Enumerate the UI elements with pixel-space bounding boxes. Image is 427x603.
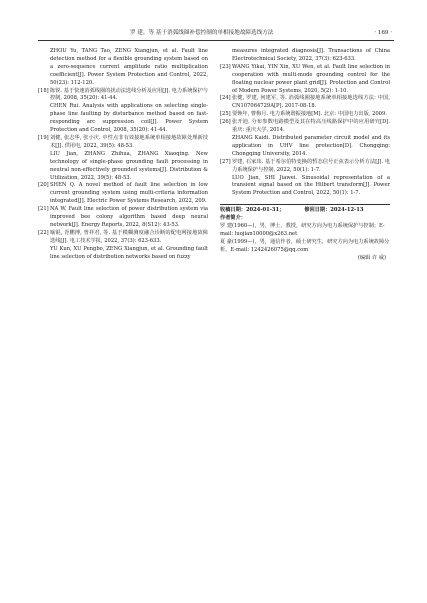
right-column [220,48,390,263]
received-date: 收稿日期：2024-01-31； [220,207,285,214]
reference-number: [23] [220,63,231,70]
reference-number: [24] [220,95,231,102]
author-bio-1: 罗 建(1960—)，男，博士，教授，研究方向为电力系统保护与控制；E-mail: luojian10000@x263.net [220,223,385,237]
reference-entry [38,230,208,262]
reference-text: 要焕年, 曹梅月. 电力系统谐振接地[M]. 北京: 中国电力出版, 2009. [232,111,387,118]
reference-number: [25] [220,111,231,118]
reference-text: measures integrated diagnosis[J]. Transactions of China Electrotechnical Society, 2022, 37(3): 623-633. [232,48,390,62]
reference-text: ZHOU Yu, TANG Tao, ZENG Xiangjun, et al. Fault line detection method for a flexible grounding system based on a zero-sequence current amplitude ratio multiplication coefficient[J]. Power System Protection and Control, 2022, 50(23): 112-120. [50,48,208,86]
reference-text: 刘健, 张志华, 张小庆. 中性点非有效接地系统单相接地故障处理新技术[J]. 供用电, 2022, 39(5): 48-53. [50,134,208,149]
reference-entry [38,48,208,88]
reference-text: 罗建, 石家玮. 基于希尔伯特变换的暂态信号正弦表示分析方法[J]. 电力系统保护与控制, 2022, 50(1): 1-7. [232,158,390,173]
reference-text: 喻锟, 胥鹏博, 曾祥君, 等. 基于模糊测度融合诊断的配电网接地故障选线[J]. 电工技术学报, 2022, 37(3): 623-633. [50,229,208,244]
running-title: 罗 建，等 基于消弧线圈补偿控制的单相接地故障选线方法 [130,30,274,36]
reference-text: WANG Yikai, YIN Xin, XU Wen, et al. Fault line selection in cooperation with multi-mode grounding control for the floating nuclear power plant grid[J]. Protection and Control of Modern Power Systems, 2020, 5(2): 1-10. [232,63,390,94]
reference-number: [21] [38,206,49,213]
reference-number: [20] [38,182,49,189]
reference-text: 陈锐. 基于快速消弧线圈的扰动法选线分析及应用[J]. 电力系统保护与控制, 2008, 35(20): 41-44. [50,87,208,102]
reference-number: [26] [220,119,231,126]
reference-list-right [220,48,390,198]
reference-entry [38,206,208,230]
reference-text: LUO Jian, SHI Jiawei. Sinusoidal representation of a transient signal based on the Hilbert transform[J]. Power System Protection and Control, 2022, 50(1): 1-7. [232,174,390,197]
reference-text: 张开迪. 分布参数电路模型及其在特高压线路保护中的应用研究[D]. 重庆: 重庆大学, 2014. [232,119,390,134]
left-column [38,48,208,261]
page-number: · 169 · [374,30,392,36]
reference-number: [27] [220,158,231,165]
reference-text: CHEN Rui. Analysis with applications on selecting single-phase line faulting by disturbance method based on fast-responding arc suppression coil[J]. Power System Protection and Control, 2008, 35(20): 41-44. [50,103,208,134]
reference-text: YU Kun, XU Pengbo, ZENG Xiangjun, et al. Grounding fault line selection of distribution networks based on fuzzy [50,245,208,260]
reference-entry [220,64,390,96]
reference-text: 张健, 罗建, 何建军, 等. 消弧线圈接地系统单相接地选线方法: 中国, CN107064729A[P]. 2017-08-18. [232,95,390,110]
reference-entry [220,159,390,199]
editor-note: (编辑 许 威) [357,254,386,261]
authors-label: 作者简介： [220,215,246,222]
reference-number: [18] [38,87,49,94]
reference-entry [38,182,208,206]
reference-text: LIU Jian, ZHANG Zhihua, ZHANG Xiaoqing. New technology of single-phase grounding fault processing in neutral non-effectively grounded systems[J]. Distribution & Utilization, 2022, 39(5): 48-53. [50,150,208,181]
article-meta [220,204,390,262]
reference-entry [220,48,390,64]
page-header [38,28,394,41]
reference-entry [220,95,390,111]
revised-date: 修回日期：2024-12-13 [304,207,364,214]
reference-entry [38,88,208,135]
reference-entry [220,111,390,119]
reference-number: [22] [38,229,49,236]
reference-number: [19] [38,134,49,141]
dates-line [220,207,390,215]
author-bio-2: 夏 豪(1999—)，男，通信作者，硕士研究生，研究方向为电力系统故障分析。E-mail: 1242426075@qq.com [220,238,390,253]
reference-text: NA W. Fault line selection of power distribution system via improved bee colony algorithm based deep neural network[J]. Energy Reports, 2022, 8(S12): 43-53. [50,206,208,228]
reference-text: SHEN Q. A novel method of fault line selection in low current grounding system using multi-criteria information integrated[J]. Electric Power Systems Research, 2022, 209. [50,182,208,205]
reference-entry [220,119,390,159]
reference-text: ZHANG Kaidi. Distributed parameter circuit model and its application in UHV line protection[D]. Chongqing: Chongqing University, 2014. [232,134,390,157]
reference-entry [38,135,208,182]
